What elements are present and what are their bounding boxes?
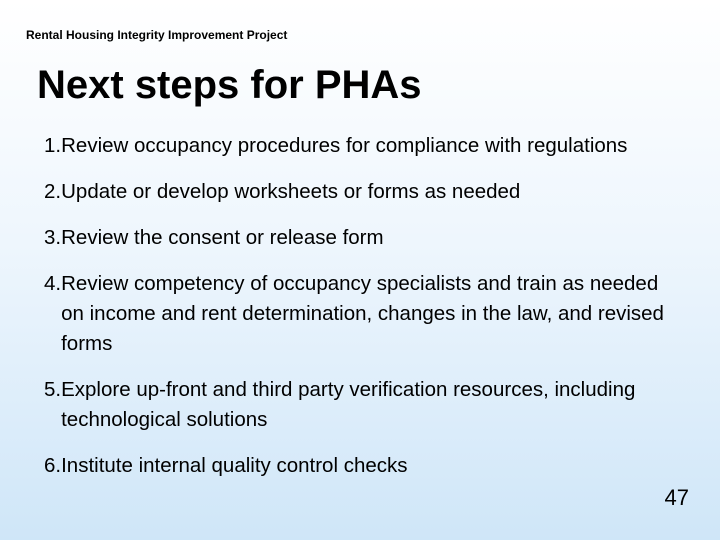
step-text: Review competency of occupancy specialists and train as needed on income and rent determination, changes in the law, and revised forms: [61, 272, 664, 355]
step-text: Institute internal quality control checks: [61, 454, 408, 477]
page-number: 47: [664, 485, 689, 510]
project-header: Rental Housing Integrity Improvement Project: [26, 28, 288, 42]
step-item-2: [44, 177, 684, 207]
step-item-3: [44, 223, 684, 253]
step-text: Explore up-front and third party verification resources, including technological solutions: [61, 378, 636, 431]
step-number: 4.: [44, 272, 62, 295]
step-text: Review the consent or release form: [61, 226, 384, 249]
step-number: 2.: [44, 180, 62, 203]
step-item-5: [44, 375, 684, 435]
step-item-4: [44, 269, 684, 359]
step-number: 5.: [44, 378, 62, 401]
step-item-1: [44, 131, 684, 161]
step-number: 3.: [44, 226, 62, 249]
step-number: 6.: [44, 454, 62, 477]
slide-title: Next steps for PHAs: [37, 63, 422, 107]
step-number: 1.: [44, 134, 62, 157]
step-text: Review occupancy procedures for compliance with regulations: [61, 134, 628, 157]
step-text: Update or develop worksheets or forms as needed: [61, 180, 521, 203]
steps-list: [44, 131, 684, 481]
step-item-6: [44, 451, 684, 481]
